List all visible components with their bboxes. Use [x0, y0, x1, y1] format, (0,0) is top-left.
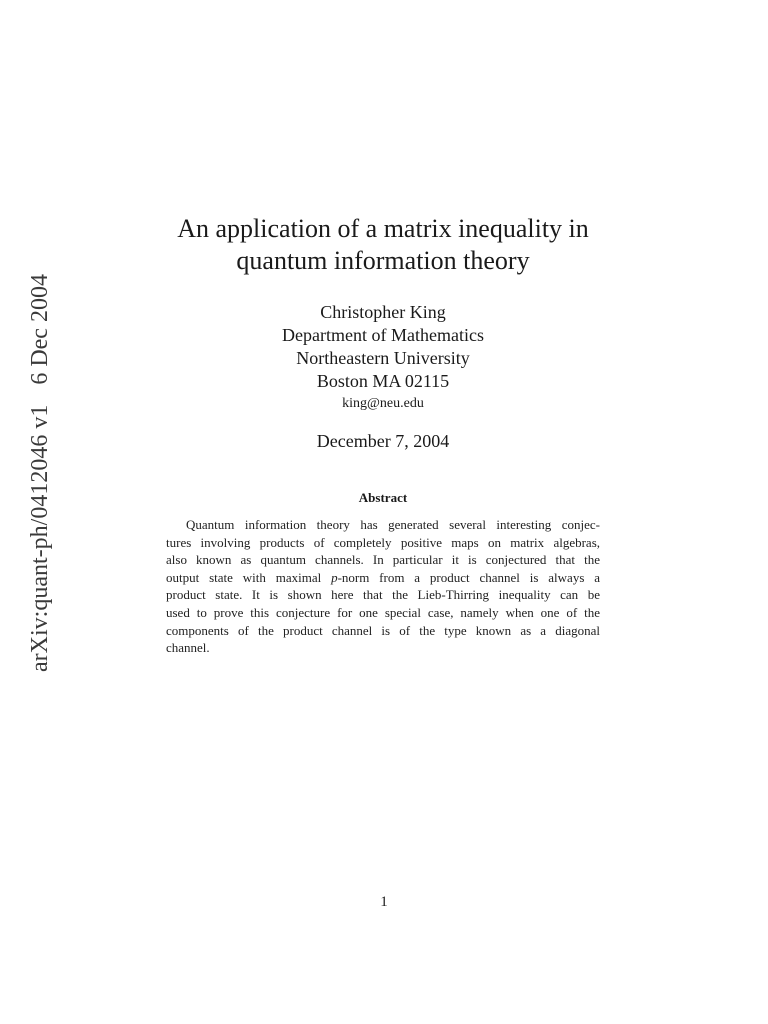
author-name: Christopher King — [320, 302, 446, 322]
page-number: 1 — [380, 894, 388, 910]
paper-date: December 7, 2004 — [316, 431, 450, 451]
paper-title — [150, 213, 616, 277]
arxiv-identifier: arXiv:quant-ph/0412046 v1 — [27, 404, 53, 672]
abstract-line: channel. — [166, 640, 210, 656]
title-line-1: An application of a matrix inequality in — [177, 214, 589, 243]
title-line-2: quantum information theory — [236, 246, 530, 275]
author-department: Department of Mathematics — [282, 325, 484, 345]
author-address: Boston MA 02115 — [316, 371, 450, 391]
abstract-line: components of the product channel is of the type known as a diagonal — [166, 622, 600, 638]
author-email: king@neu.edu — [342, 396, 424, 411]
abstract-heading: Abstract — [358, 490, 408, 505]
abstract-line: product state. It is shown here that the Lieb-Thirring inequality can be — [166, 587, 600, 603]
abstract-body — [166, 516, 600, 657]
abstract-line: output state with maximal p-norm from a product channel is always a — [166, 569, 601, 585]
abstract-line: Quantum information theory has generated several interesting conjec- — [186, 517, 600, 532]
abstract-line: used to prove this conjecture for one special case, namely when one of the — [166, 604, 600, 620]
arxiv-stamp — [25, 253, 55, 693]
abstract-line: tures involving products of completely positive maps on matrix algebras, — [166, 534, 600, 550]
author-block — [200, 301, 566, 414]
author-university: Northeastern University — [296, 348, 470, 368]
arxiv-date: 6 Dec 2004 — [27, 274, 53, 385]
abstract-line: also known as quantum channels. In particular it is conjectured that the — [166, 552, 600, 568]
